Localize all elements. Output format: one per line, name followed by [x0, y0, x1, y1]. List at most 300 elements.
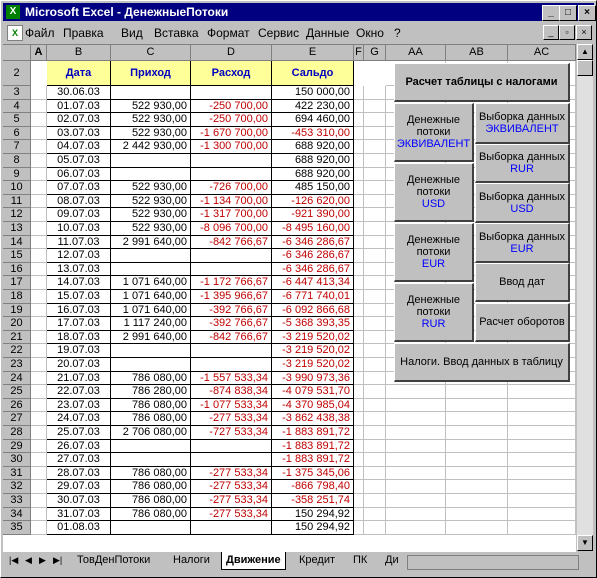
- cell-in[interactable]: [111, 168, 191, 182]
- cell-empty[interactable]: [31, 453, 47, 467]
- cell-bal[interactable]: 150 294,92: [272, 521, 354, 535]
- cell-empty[interactable]: [31, 290, 47, 304]
- cell-empty[interactable]: [364, 195, 386, 209]
- cell-d[interactable]: 11.07.03: [47, 236, 111, 250]
- row-header[interactable]: 27: [3, 412, 31, 426]
- cell-in[interactable]: 786 080,00: [111, 480, 191, 494]
- cell-d[interactable]: 24.07.03: [47, 412, 111, 426]
- cell-out[interactable]: [191, 263, 272, 277]
- cell-in[interactable]: 786 080,00: [111, 412, 191, 426]
- column-header-d[interactable]: D: [191, 45, 272, 61]
- cell-out[interactable]: -1 557 533,34: [191, 372, 272, 386]
- row-header[interactable]: 30: [3, 453, 31, 467]
- cell-in[interactable]: 522 930,00: [111, 181, 191, 195]
- turnover-calc-button[interactable]: [475, 303, 570, 342]
- cell-empty[interactable]: [354, 399, 364, 413]
- cell-d[interactable]: 04.07.03: [47, 140, 111, 154]
- cell-empty[interactable]: [364, 521, 386, 535]
- cell-out[interactable]: -277 533,34: [191, 412, 272, 426]
- cell-empty[interactable]: [31, 168, 47, 182]
- row-header[interactable]: 19: [3, 304, 31, 318]
- sheet-tab-kredit[interactable]: Кредит: [299, 554, 336, 566]
- row-header[interactable]: 22: [3, 344, 31, 358]
- cell-d[interactable]: 27.07.03: [47, 453, 111, 467]
- row-header[interactable]: 32: [3, 480, 31, 494]
- cell-empty[interactable]: [508, 440, 576, 454]
- cell-bal[interactable]: -1 883 891,72: [272, 453, 354, 467]
- cell-in[interactable]: 1 071 640,00: [111, 304, 191, 318]
- cell-empty[interactable]: [446, 521, 508, 535]
- cell-in[interactable]: 522 930,00: [111, 113, 191, 127]
- cell-empty[interactable]: [31, 467, 47, 481]
- cell-empty[interactable]: [354, 86, 364, 100]
- cell-bal[interactable]: -4 370 985,04: [272, 399, 354, 413]
- cell-empty[interactable]: [446, 480, 508, 494]
- sheet-tab-pk[interactable]: ПК: [353, 554, 368, 566]
- cell-empty[interactable]: [354, 304, 364, 318]
- cell-empty[interactable]: [354, 154, 364, 168]
- cell-in[interactable]: [111, 154, 191, 168]
- cell-empty[interactable]: [354, 385, 364, 399]
- cell-out[interactable]: [191, 86, 272, 100]
- cell-out[interactable]: -1 395 966,67: [191, 290, 272, 304]
- cell-empty[interactable]: [364, 344, 386, 358]
- cell-bal[interactable]: -126 620,00: [272, 195, 354, 209]
- column-header-aa[interactable]: AA: [386, 45, 446, 61]
- cell-empty[interactable]: [31, 399, 47, 413]
- doc-restore-button[interactable]: ▫: [559, 25, 575, 40]
- cell-bal[interactable]: -6 346 286,67: [272, 236, 354, 250]
- row-header[interactable]: 2: [3, 61, 31, 86]
- cell-empty[interactable]: [354, 236, 364, 250]
- cell-empty[interactable]: [364, 236, 386, 250]
- cell-empty[interactable]: [31, 140, 47, 154]
- cell-empty[interactable]: [364, 249, 386, 263]
- cell-bal[interactable]: -3 219 520,02: [272, 344, 354, 358]
- date-input-button[interactable]: [475, 263, 570, 302]
- cell-empty[interactable]: [31, 317, 47, 331]
- cell-in[interactable]: 522 930,00: [111, 195, 191, 209]
- cell-empty[interactable]: [364, 154, 386, 168]
- cell-out[interactable]: -842 766,67: [191, 331, 272, 345]
- cell-d[interactable]: 08.07.03: [47, 195, 111, 209]
- cell-out[interactable]: -392 766,67: [191, 304, 272, 318]
- cell-empty[interactable]: [364, 317, 386, 331]
- cell-in[interactable]: 786 080,00: [111, 467, 191, 481]
- column-header-b[interactable]: B: [47, 45, 111, 61]
- cell-empty[interactable]: [386, 467, 446, 481]
- cell-in[interactable]: [111, 358, 191, 372]
- cell-d[interactable]: 10.07.03: [47, 222, 111, 236]
- cell-in[interactable]: 522 930,00: [111, 100, 191, 114]
- cell-empty[interactable]: [508, 412, 576, 426]
- cell-empty[interactable]: [386, 426, 446, 440]
- cell-empty[interactable]: [508, 508, 576, 522]
- cell-bal[interactable]: -453 310,00: [272, 127, 354, 141]
- cell-bal[interactable]: -866 798,40: [272, 480, 354, 494]
- sheet-tab-di[interactable]: Ди: [385, 554, 399, 566]
- first-sheet-button[interactable]: |◀: [9, 555, 19, 565]
- cell-empty[interactable]: [364, 494, 386, 508]
- cell-out[interactable]: [191, 453, 272, 467]
- column-header-g[interactable]: G: [364, 45, 386, 61]
- row-header[interactable]: 9: [3, 168, 31, 182]
- cell-out[interactable]: -1 172 766,67: [191, 276, 272, 290]
- cell-empty[interactable]: [364, 399, 386, 413]
- cell-out[interactable]: -1 077 533,34: [191, 399, 272, 413]
- cell-in[interactable]: 786 080,00: [111, 372, 191, 386]
- minimize-button[interactable]: _: [542, 5, 560, 21]
- cell-empty[interactable]: [354, 412, 364, 426]
- sheet-tab-tovdenpotoki[interactable]: ТовДенПотоки: [77, 554, 151, 566]
- cell-d[interactable]: 29.07.03: [47, 480, 111, 494]
- cell-empty[interactable]: [364, 480, 386, 494]
- cell-in[interactable]: [111, 86, 191, 100]
- cell-d[interactable]: 23.07.03: [47, 399, 111, 413]
- cell-empty[interactable]: [354, 372, 364, 386]
- cell-in[interactable]: 786 280,00: [111, 385, 191, 399]
- cell-empty[interactable]: [508, 521, 576, 535]
- cell-out[interactable]: -250 700,00: [191, 113, 272, 127]
- cell-empty[interactable]: [364, 426, 386, 440]
- cell-empty[interactable]: [31, 440, 47, 454]
- cell-empty[interactable]: [364, 412, 386, 426]
- menu-window[interactable]: Окно: [356, 26, 384, 40]
- cell-bal[interactable]: -3 219 520,02: [272, 358, 354, 372]
- cell-empty[interactable]: [508, 467, 576, 481]
- cell-out[interactable]: -277 533,34: [191, 508, 272, 522]
- cell-empty[interactable]: [364, 304, 386, 318]
- cell-in[interactable]: 2 442 930,00: [111, 140, 191, 154]
- sheet-tab-nalogi[interactable]: Налоги: [173, 554, 210, 566]
- row-header[interactable]: 8: [3, 154, 31, 168]
- workbook-icon[interactable]: X: [7, 25, 23, 41]
- prev-sheet-button[interactable]: ◀: [25, 555, 32, 565]
- cell-bal[interactable]: 485 150,00: [272, 181, 354, 195]
- cell-out[interactable]: [191, 440, 272, 454]
- cell-out[interactable]: [191, 358, 272, 372]
- cell-d[interactable]: 16.07.03: [47, 304, 111, 318]
- cell-bal[interactable]: -5 368 393,35: [272, 317, 354, 331]
- cell-d[interactable]: 14.07.03: [47, 276, 111, 290]
- cell-bal[interactable]: -3 219 520,02: [272, 331, 354, 345]
- cell-empty[interactable]: [508, 426, 576, 440]
- cell-empty[interactable]: [354, 195, 364, 209]
- row-header[interactable]: 7: [3, 140, 31, 154]
- cell-empty[interactable]: [354, 494, 364, 508]
- cell-in[interactable]: [111, 263, 191, 277]
- cell-in[interactable]: 1 117 240,00: [111, 317, 191, 331]
- cell-empty[interactable]: [364, 222, 386, 236]
- cell-out[interactable]: -277 533,34: [191, 467, 272, 481]
- menu-view[interactable]: Вид: [121, 26, 143, 40]
- select-rur-button[interactable]: [475, 144, 570, 183]
- cell-empty[interactable]: [354, 331, 364, 345]
- cell-empty[interactable]: [386, 508, 446, 522]
- cell-out[interactable]: -1 317 700,00: [191, 208, 272, 222]
- cell-empty[interactable]: [364, 508, 386, 522]
- cell-empty[interactable]: [508, 453, 576, 467]
- cell-empty[interactable]: [31, 195, 47, 209]
- last-sheet-button[interactable]: ▶|: [53, 555, 63, 565]
- cell-empty[interactable]: [31, 426, 47, 440]
- maximize-button[interactable]: □: [559, 5, 577, 21]
- row-header[interactable]: 18: [3, 290, 31, 304]
- row-header[interactable]: 4: [3, 100, 31, 114]
- cell-empty[interactable]: [446, 440, 508, 454]
- cell-d[interactable]: 01.08.03: [47, 521, 111, 535]
- cell-empty[interactable]: [364, 331, 386, 345]
- cell-empty[interactable]: [508, 399, 576, 413]
- cell-empty[interactable]: [364, 467, 386, 481]
- row-header[interactable]: 29: [3, 440, 31, 454]
- select-all-corner[interactable]: [3, 45, 31, 61]
- menu-data[interactable]: Данные: [306, 26, 350, 40]
- cell-empty[interactable]: [364, 276, 386, 290]
- cell-bal[interactable]: 688 920,00: [272, 168, 354, 182]
- cell-empty[interactable]: [354, 344, 364, 358]
- menu-tools[interactable]: Сервис: [258, 26, 300, 40]
- row-header[interactable]: 20: [3, 317, 31, 331]
- cell-d[interactable]: 20.07.03: [47, 358, 111, 372]
- menu-format[interactable]: Формат: [207, 26, 250, 40]
- cell-empty[interactable]: [31, 154, 47, 168]
- cell-in[interactable]: 2 991 640,00: [111, 236, 191, 250]
- cell-empty[interactable]: [446, 508, 508, 522]
- horizontal-scrollbar[interactable]: [407, 555, 579, 570]
- cell-bal[interactable]: 150 294,92: [272, 508, 354, 522]
- close-button[interactable]: ×: [578, 5, 596, 21]
- cell-in[interactable]: 786 080,00: [111, 494, 191, 508]
- cell-empty[interactable]: [364, 140, 386, 154]
- row-header[interactable]: 11: [3, 195, 31, 209]
- cell-in[interactable]: [111, 440, 191, 454]
- column-header-e[interactable]: E: [272, 45, 354, 61]
- cell-bal[interactable]: -921 390,00: [272, 208, 354, 222]
- cell-empty[interactable]: [354, 249, 364, 263]
- cell-in[interactable]: 522 930,00: [111, 127, 191, 141]
- cell-empty[interactable]: [386, 521, 446, 535]
- next-sheet-button[interactable]: ▶: [39, 555, 46, 565]
- cell-bal[interactable]: 688 920,00: [272, 154, 354, 168]
- cell-empty[interactable]: [354, 426, 364, 440]
- cell-d[interactable]: 09.07.03: [47, 208, 111, 222]
- select-usd-button[interactable]: [475, 183, 570, 223]
- cell-empty[interactable]: [364, 100, 386, 114]
- cell-empty[interactable]: [446, 399, 508, 413]
- row-header[interactable]: 26: [3, 399, 31, 413]
- cell-empty[interactable]: [31, 86, 47, 100]
- cell-d[interactable]: 07.07.03: [47, 181, 111, 195]
- cell-out[interactable]: -842 766,67: [191, 236, 272, 250]
- cell-empty[interactable]: [354, 181, 364, 195]
- cell-empty[interactable]: [508, 385, 576, 399]
- column-header-a[interactable]: A: [31, 45, 47, 61]
- cell-empty[interactable]: [31, 480, 47, 494]
- cell-out[interactable]: -250 700,00: [191, 100, 272, 114]
- cell-empty[interactable]: [354, 208, 364, 222]
- cell-d[interactable]: 06.07.03: [47, 168, 111, 182]
- cell-empty[interactable]: [354, 263, 364, 277]
- cell-out[interactable]: [191, 344, 272, 358]
- cell-out[interactable]: [191, 249, 272, 263]
- cell-d[interactable]: 13.07.03: [47, 263, 111, 277]
- cell-empty[interactable]: [386, 385, 446, 399]
- cell-empty[interactable]: [354, 290, 364, 304]
- cell-empty[interactable]: [354, 168, 364, 182]
- cell-empty[interactable]: [354, 317, 364, 331]
- cell-empty[interactable]: [364, 127, 386, 141]
- cell-empty[interactable]: [446, 467, 508, 481]
- cell-d[interactable]: 25.07.03: [47, 426, 111, 440]
- cell-empty[interactable]: [354, 440, 364, 454]
- cell-bal[interactable]: -6 771 740,01: [272, 290, 354, 304]
- cell-in[interactable]: 522 930,00: [111, 208, 191, 222]
- cell-bal[interactable]: -3 862 438,38: [272, 412, 354, 426]
- cell-in[interactable]: [111, 344, 191, 358]
- cell-empty[interactable]: [364, 453, 386, 467]
- cell-empty[interactable]: [31, 249, 47, 263]
- row-header[interactable]: 6: [3, 127, 31, 141]
- row-header[interactable]: 17: [3, 276, 31, 290]
- cell-in[interactable]: [111, 453, 191, 467]
- cell-out[interactable]: [191, 154, 272, 168]
- cell-bal[interactable]: -6 346 286,67: [272, 249, 354, 263]
- cell-empty[interactable]: [354, 467, 364, 481]
- cell-empty[interactable]: [364, 86, 386, 100]
- row-header[interactable]: 10: [3, 181, 31, 195]
- cell-empty[interactable]: [446, 494, 508, 508]
- sheet-tab-dvizhenie[interactable]: Движение: [221, 552, 286, 570]
- cell-empty[interactable]: [386, 494, 446, 508]
- cell-out[interactable]: [191, 521, 272, 535]
- cell-d[interactable]: 22.07.03: [47, 385, 111, 399]
- cell-empty[interactable]: [31, 508, 47, 522]
- cell-out[interactable]: [191, 168, 272, 182]
- vertical-scrollbar[interactable]: [577, 44, 593, 551]
- cell-d[interactable]: 15.07.03: [47, 290, 111, 304]
- cell-d[interactable]: 28.07.03: [47, 467, 111, 481]
- cell-empty[interactable]: [354, 508, 364, 522]
- cell-empty[interactable]: [364, 263, 386, 277]
- row-header[interactable]: 12: [3, 208, 31, 222]
- cell-out[interactable]: -277 533,34: [191, 494, 272, 508]
- cell-in[interactable]: 786 080,00: [111, 399, 191, 413]
- cell-empty[interactable]: [31, 385, 47, 399]
- cell-empty[interactable]: [386, 480, 446, 494]
- cell-out[interactable]: -726 700,00: [191, 181, 272, 195]
- cell-empty[interactable]: [354, 140, 364, 154]
- header-expense[interactable]: Расход: [191, 61, 272, 86]
- cell-empty[interactable]: [364, 168, 386, 182]
- cell-bal[interactable]: -6 092 866,68: [272, 304, 354, 318]
- cell-empty[interactable]: [31, 521, 47, 535]
- cell-empty[interactable]: [446, 426, 508, 440]
- cell-out[interactable]: -392 766,67: [191, 317, 272, 331]
- cell-empty[interactable]: [354, 276, 364, 290]
- cell-empty[interactable]: [446, 385, 508, 399]
- cell-empty[interactable]: [364, 208, 386, 222]
- header-date[interactable]: Дата: [47, 61, 111, 86]
- cell-out[interactable]: -874 838,34: [191, 385, 272, 399]
- cell-empty[interactable]: [386, 412, 446, 426]
- cell-d[interactable]: 31.07.03: [47, 508, 111, 522]
- cell-empty[interactable]: [31, 412, 47, 426]
- menu-file[interactable]: Файл: [25, 26, 55, 40]
- cashflow-rur-button[interactable]: [394, 283, 474, 342]
- cell-empty[interactable]: [354, 113, 364, 127]
- scroll-down-button[interactable]: ▼: [577, 535, 593, 551]
- cell-empty[interactable]: [364, 181, 386, 195]
- cell-empty[interactable]: [31, 344, 47, 358]
- column-header-c[interactable]: C: [111, 45, 191, 61]
- cell-bal[interactable]: 694 460,00: [272, 113, 354, 127]
- cell-in[interactable]: 522 930,00: [111, 222, 191, 236]
- cell-bal[interactable]: -1 375 345,06: [272, 467, 354, 481]
- doc-close-button[interactable]: ×: [576, 25, 592, 40]
- row-header[interactable]: 33: [3, 494, 31, 508]
- cashflow-eur-button[interactable]: [394, 223, 474, 282]
- cell-empty[interactable]: [508, 494, 576, 508]
- cell-empty[interactable]: [386, 440, 446, 454]
- column-header-ab[interactable]: AB: [446, 45, 508, 61]
- cell-bal[interactable]: 150 000,00: [272, 86, 354, 100]
- cashflow-usd-button[interactable]: [394, 163, 474, 222]
- tax-table-calc-button[interactable]: [394, 63, 570, 102]
- column-header-ac[interactable]: AC: [508, 45, 576, 61]
- row-header[interactable]: 35: [3, 521, 31, 535]
- row-header[interactable]: 28: [3, 426, 31, 440]
- cell-bal[interactable]: -6 447 413,34: [272, 276, 354, 290]
- cell-out[interactable]: -1 300 700,00: [191, 140, 272, 154]
- cell-empty[interactable]: [31, 263, 47, 277]
- cell-out[interactable]: -8 096 700,00: [191, 222, 272, 236]
- cell-bal[interactable]: -358 251,74: [272, 494, 354, 508]
- cell-empty[interactable]: [31, 208, 47, 222]
- cell-empty[interactable]: [354, 480, 364, 494]
- row-header[interactable]: 5: [3, 113, 31, 127]
- cell-d[interactable]: 30.07.03: [47, 494, 111, 508]
- cashflow-equivalent-button[interactable]: [394, 103, 474, 162]
- cell-empty[interactable]: [31, 113, 47, 127]
- cell-empty[interactable]: [446, 453, 508, 467]
- cell-empty[interactable]: [31, 181, 47, 195]
- row-header[interactable]: 24: [3, 372, 31, 386]
- row-header[interactable]: 31: [3, 467, 31, 481]
- cell-d[interactable]: 18.07.03: [47, 331, 111, 345]
- cell-d[interactable]: 12.07.03: [47, 249, 111, 263]
- cell-in[interactable]: 1 071 640,00: [111, 290, 191, 304]
- row-header[interactable]: 13: [3, 222, 31, 236]
- cell-empty[interactable]: [354, 127, 364, 141]
- row-header[interactable]: 21: [3, 331, 31, 345]
- cell-empty[interactable]: [31, 358, 47, 372]
- tax-data-input-button[interactable]: [394, 343, 570, 382]
- doc-minimize-button[interactable]: _: [543, 25, 559, 40]
- cell-out[interactable]: -1 134 700,00: [191, 195, 272, 209]
- cell-d[interactable]: 19.07.03: [47, 344, 111, 358]
- select-eur-button[interactable]: [475, 223, 570, 263]
- cell-empty[interactable]: [31, 276, 47, 290]
- cell-bal[interactable]: -6 346 286,67: [272, 263, 354, 277]
- row-header[interactable]: 34: [3, 508, 31, 522]
- cell-bal[interactable]: -1 883 891,72: [272, 426, 354, 440]
- cell-in[interactable]: [111, 249, 191, 263]
- header-income[interactable]: Приход: [111, 61, 191, 86]
- cell-empty[interactable]: [354, 222, 364, 236]
- row-header[interactable]: 15: [3, 249, 31, 263]
- cell-empty[interactable]: [31, 236, 47, 250]
